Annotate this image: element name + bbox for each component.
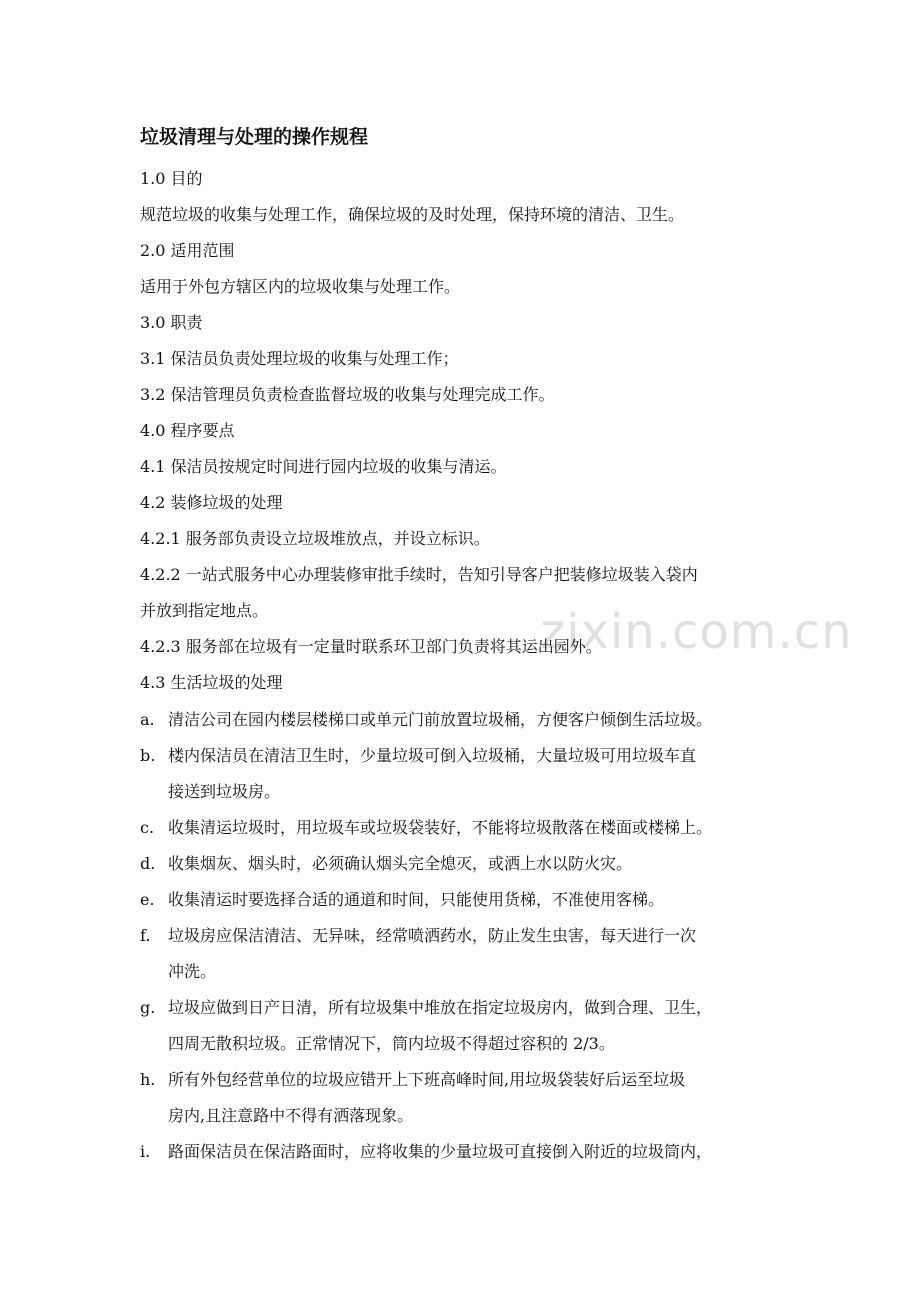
item-f-text-line2: 冲洗。 bbox=[168, 962, 217, 981]
section-4-heading: 4.0 程序要点 bbox=[140, 421, 235, 440]
item-e-text: 收集清运时要选择合适的通道和时间，只能使用货梯，不准使用客梯。 bbox=[168, 890, 665, 909]
item-c-text: 收集清运垃圾时，用垃圾车或垃圾袋装好，不能将垃圾散落在楼面或楼梯上。 bbox=[168, 818, 713, 837]
section-4-1: 4.1 保洁员按规定时间进行园内垃圾的收集与清运。 bbox=[140, 457, 507, 476]
item-b-marker: b. bbox=[140, 746, 156, 765]
section-2-body: 适用于外包方辖区内的垃圾收集与处理工作。 bbox=[140, 277, 461, 296]
section-4-2-2-line2: 并放到指定地点。 bbox=[140, 601, 269, 620]
section-1-heading: 1.0 目的 bbox=[140, 169, 203, 188]
section-2-heading: 2.0 适用范围 bbox=[140, 241, 235, 260]
section-4-2-3: 4.2.3 服务部在垃圾有一定量时联系环卫部门负责将其运出园外。 bbox=[140, 637, 602, 656]
item-h-text-line1: 所有外包经营单位的垃圾应错开上下班高峰时间,用垃圾袋装好后运至垃圾 bbox=[168, 1070, 686, 1089]
section-4-2-2-line1: 4.2.2 一站式服务中心办理装修审批手续时，告知引导客户把装修垃圾装入袋内 bbox=[140, 565, 698, 584]
item-i-marker: i. bbox=[140, 1142, 151, 1161]
item-f-marker: f. bbox=[140, 926, 151, 945]
section-4-2-1: 4.2.1 服务部负责设立垃圾堆放点，并设立标识。 bbox=[140, 529, 490, 548]
item-f-text-line1: 垃圾房应保洁清洁、无异味，经常喷洒药水，防止发生虫害，每天进行一次 bbox=[168, 926, 697, 945]
section-3-heading: 3.0 职责 bbox=[140, 313, 203, 332]
item-b-text-line1: 楼内保洁员在清洁卫生时，少量垃圾可倒入垃圾桶，大量垃圾可用垃圾车直 bbox=[168, 746, 697, 765]
item-b-text-line2: 接送到垃圾房。 bbox=[168, 782, 281, 801]
item-e-marker: e. bbox=[140, 890, 155, 909]
section-4-3: 4.3 生活垃圾的处理 bbox=[140, 673, 283, 692]
item-i-text: 路面保洁员在保洁路面时，应将收集的少量垃圾可直接倒入附近的垃圾筒内， bbox=[168, 1142, 713, 1161]
item-a-text: 清洁公司在园内楼层楼梯口或单元门前放置垃圾桶，方便客户倾倒生活垃圾。 bbox=[168, 710, 713, 729]
item-d-marker: d. bbox=[140, 854, 156, 873]
section-3-2: 3.2 保洁管理员负责检查监督垃圾的收集与处理完成工作。 bbox=[140, 385, 555, 404]
item-d-text: 收集烟灰、烟头时，必须确认烟头完全熄灭，或洒上水以防火灾。 bbox=[168, 854, 633, 873]
section-3-1: 3.1 保洁员负责处理垃圾的收集与处理工作； bbox=[140, 349, 459, 368]
item-h-marker: h. bbox=[140, 1070, 156, 1089]
document-title: 垃圾清理与处理的操作规程 bbox=[140, 126, 369, 148]
item-g-text-line1: 垃圾应做到日产日清，所有垃圾集中堆放在指定垃圾房内，做到合理、卫生， bbox=[168, 998, 713, 1017]
item-c-marker: c. bbox=[140, 818, 155, 837]
item-h-text-line2: 房内,且注意路中不得有洒落现象。 bbox=[168, 1106, 414, 1125]
section-1-body: 规范垃圾的收集与处理工作，确保垃圾的及时处理，保持环境的清洁、卫生。 bbox=[140, 205, 685, 224]
item-g-text-line2: 四周无散积垃圾。正常情况下，筒内垃圾不得超过容积的 2/3。 bbox=[168, 1034, 615, 1053]
watermark: zixin.com.cn bbox=[540, 604, 853, 660]
section-4-2: 4.2 装修垃圾的处理 bbox=[140, 493, 283, 512]
item-a-marker: a. bbox=[140, 710, 155, 729]
item-g-marker: g. bbox=[140, 998, 156, 1017]
